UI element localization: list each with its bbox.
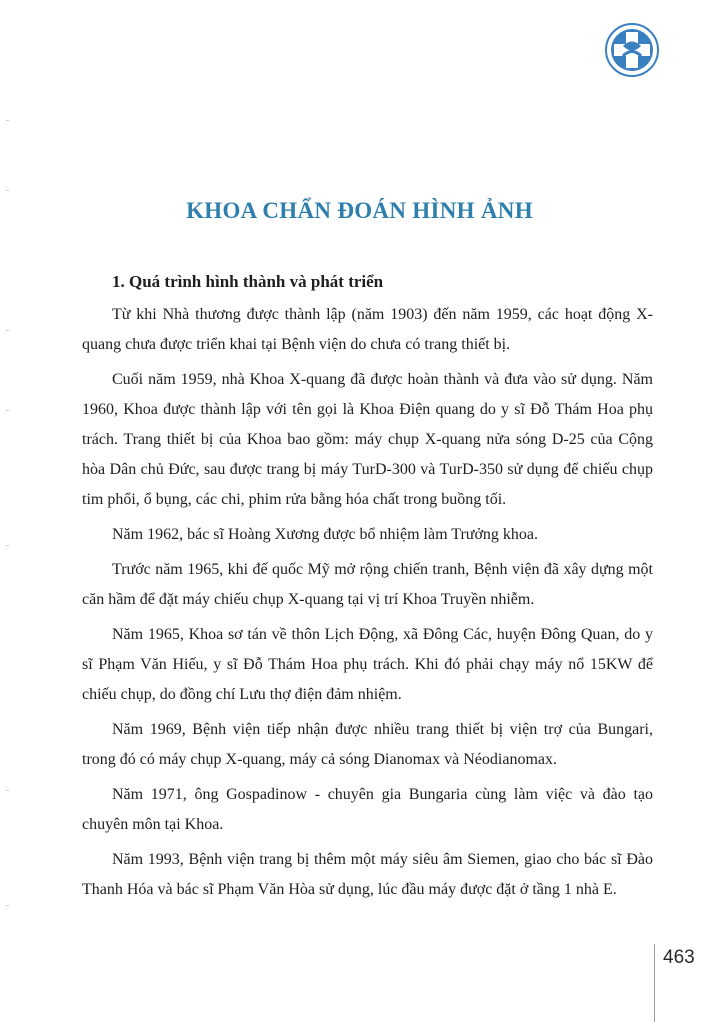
- paragraph: Năm 1971, ông Gospadinow - chuyên gia Bungaria cùng làm việc và đào tạo chuyên môn tại Khoa.: [82, 786, 653, 833]
- paragraph: Từ khi Nhà thương được thành lập (năm 1903) đến năm 1959, các hoạt động X-quang chưa được triển khai tại Bệnh viện do chưa có trang thiết bị.: [82, 306, 653, 353]
- paragraph: Năm 1993, Bệnh viện trang bị thêm một máy siêu âm Siemen, giao cho bác sĩ Đào Thanh Hóa và bác sĩ Phạm Văn Hòa sử dụng, lúc đầu máy được đặt ở tầng 1 nhà E.: [82, 851, 653, 898]
- hospital-logo-icon: [604, 22, 660, 78]
- section-heading: 1. Quá trình hình thành và phát triển: [112, 272, 384, 291]
- page-title: KHOA CHẨN ĐOÁN HÌNH ẢNH: [186, 198, 533, 223]
- paragraph: Trước năm 1965, khi đế quốc Mỹ mở rộng chiến tranh, Bệnh viện đã xây dựng một căn hầm để đặt máy chiếu chụp X-quang tại vị trí Khoa Truyền nhiễm.: [82, 561, 653, 608]
- paragraph: Năm 1965, Khoa sơ tán về thôn Lịch Động, xã Đông Các, huyện Đông Quan, do y sĩ Phạm Văn Hiếu, y sĩ Đỗ Thám Hoa phụ trách. Khi đó phải chạy máy nổ 15KW để chiếu chụp, do đồng chí Lưu thợ điện đảm nhiệm.: [82, 626, 653, 703]
- page-number: 463: [663, 947, 695, 968]
- article-body: [82, 268, 653, 910]
- paragraph: Cuối năm 1959, nhà Khoa X-quang đã được hoàn thành và đưa vào sử dụng. Năm 1960, Khoa được thành lập với tên gọi là Khoa Điện quang do y sĩ Đỗ Thám Hoa phụ trách. Trang thiết bị của Khoa bao gồm: máy chụp X-quang nửa sóng D-25 của Cộng hòa Dân chủ Đức, sau được trang bị máy TurD-300 và TurD-350 sử dụng để chiếu chụp tim phổi, ổ bụng, các chi, phim rửa bằng hóa chất trong buồng tối.: [82, 371, 653, 508]
- paragraph: Năm 1969, Bệnh viện tiếp nhận được nhiều trang thiết bị viện trợ của Bungari, trong đó có máy chụp X-quang, máy cả sóng Dianomax và Néodianomax.: [82, 721, 653, 768]
- page-number-divider: [654, 944, 655, 1022]
- paragraph: Năm 1962, bác sĩ Hoàng Xương được bổ nhiệm làm Trưởng khoa.: [112, 526, 539, 543]
